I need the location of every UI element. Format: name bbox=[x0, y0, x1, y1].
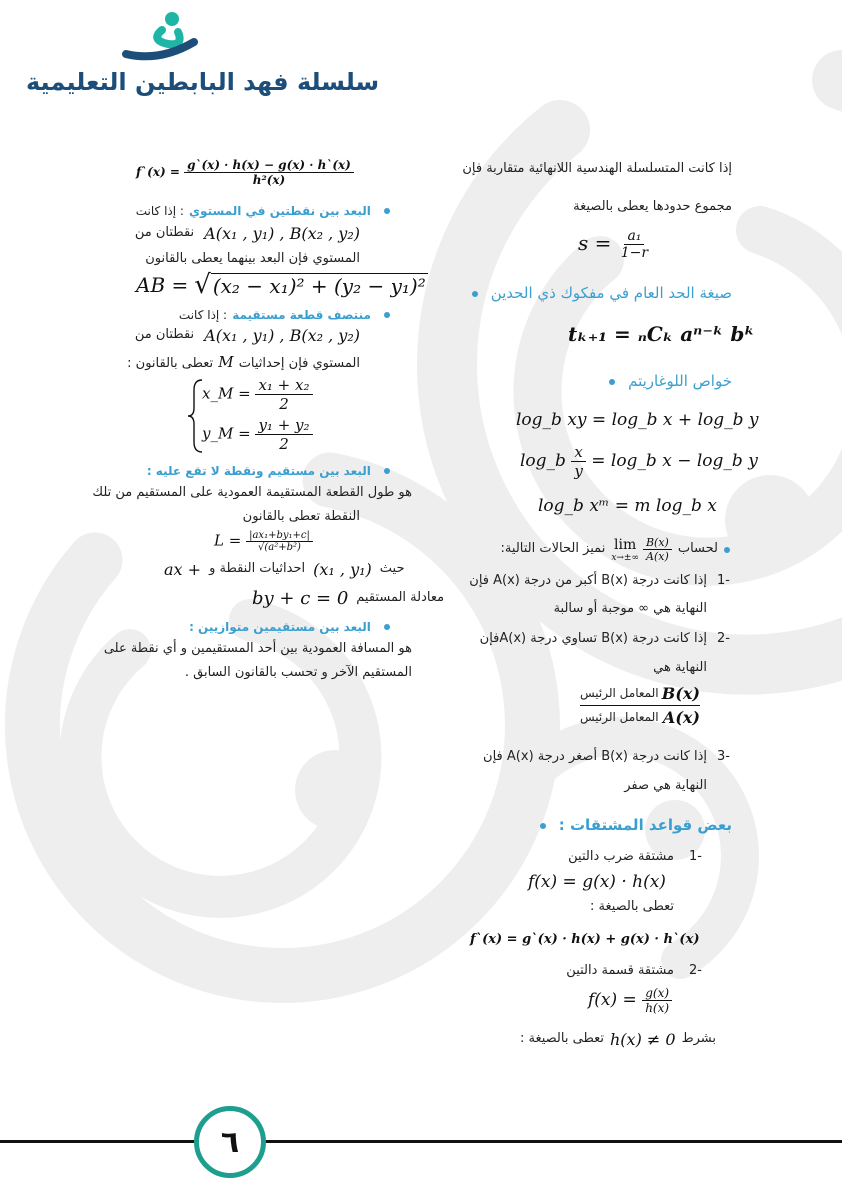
bullet-icon bbox=[384, 624, 390, 630]
distance-formula bbox=[136, 272, 428, 298]
xm-formula bbox=[202, 376, 313, 413]
pl-line-math-2: by + c = 0 bbox=[252, 588, 349, 609]
case2-num-label: المعامل الرئيس bbox=[580, 686, 659, 701]
cond-post: تعطى بالصيغة : bbox=[519, 1031, 604, 1047]
distance-points-label: نقطتان من bbox=[134, 225, 195, 241]
lim-num: B(x) bbox=[643, 536, 672, 550]
quotient-lhs: f(x) = bbox=[588, 990, 637, 1010]
page-number-badge bbox=[194, 1106, 266, 1178]
pl-where-text: احداثيات النقطة و bbox=[209, 561, 306, 577]
ym-den: 2 bbox=[279, 435, 289, 453]
case2-line1: إذا كانت درجة B(x) تساوي درجة A(x)فإن bbox=[479, 631, 707, 646]
quotient-rule-result bbox=[136, 158, 354, 187]
binomial-formula: tₖ₊₁ = ₙCₖ aⁿ⁻ᵏ bᵏ bbox=[568, 322, 755, 346]
parallel-heading bbox=[189, 616, 390, 635]
midpoint-heading-text: منتصف قطعة مستقيمة bbox=[232, 308, 371, 322]
parallel-line2: المستقيم الآخر و تحسب بالقانون السابق . bbox=[184, 665, 412, 680]
quotient-den: h(x) bbox=[645, 1001, 670, 1015]
pl-formula-num: |ax₁+by₁+c| bbox=[246, 530, 313, 542]
logs-heading-text: خواص اللوغاريتم bbox=[628, 372, 732, 390]
product-rule-given: f(x) = g(x) · h(x) bbox=[528, 872, 666, 892]
midpoint-line2-pre: المستوي فإن إحداثيات bbox=[238, 356, 360, 371]
distance-heading-text: البعد بين نقطتين في المستوي bbox=[189, 204, 371, 218]
bullet-icon bbox=[540, 823, 546, 829]
xm-num: x₁ + x₂ bbox=[255, 376, 312, 395]
midpoint-heading-tail: : إذا كانت bbox=[178, 308, 228, 322]
lim-sub: x→±∞ bbox=[611, 552, 639, 563]
bullet-icon bbox=[384, 468, 390, 474]
midpoint-heading bbox=[179, 304, 390, 324]
series-title: سلسلة فهد البابطين التعليمية bbox=[26, 68, 380, 96]
case2-number: -2 bbox=[717, 631, 730, 646]
case2-num-math: B(x) bbox=[661, 684, 700, 703]
midpoint-line2-post: تعطى بالقانون : bbox=[127, 356, 214, 371]
log-rule-3: log_b xᵐ = m log_b x bbox=[538, 496, 717, 516]
midpoint-points-line bbox=[135, 326, 360, 345]
limit-expression bbox=[611, 536, 672, 563]
page-number: ٦ bbox=[220, 1124, 240, 1160]
case2-den-math: A(x) bbox=[662, 708, 700, 727]
limits-intro-pre: لحساب bbox=[677, 541, 718, 557]
geo-formula-den: 1−r bbox=[620, 245, 649, 261]
quotient-result-den: h²(x) bbox=[252, 173, 286, 187]
distance-radicand: (x₂ − x₁)² + (y₂ − y₁)² bbox=[212, 273, 426, 298]
quotient-rule-given bbox=[588, 986, 672, 1015]
logs-heading bbox=[609, 372, 732, 390]
lim-word: lim bbox=[614, 536, 637, 553]
deriv-item1-label: مشتقة ضرب دالتين bbox=[568, 849, 674, 864]
geo-formula-num: a₁ bbox=[624, 228, 644, 245]
cond-pre: بشرط bbox=[681, 1031, 716, 1047]
distance-points: A(x₁ , y₁) , B(x₂ , y₂) bbox=[204, 224, 360, 243]
midpoint-line2 bbox=[127, 352, 360, 373]
distance-line2: المستوي فإن البعد بينهما يعطى بالقانون bbox=[145, 251, 360, 266]
distance-points-line bbox=[135, 224, 360, 243]
limits-intro bbox=[501, 536, 730, 563]
derivatives-heading-text: بعض قواعد المشتقات : bbox=[558, 816, 732, 834]
deriv-item2-label: مشتقة قسمة دالتين bbox=[566, 963, 674, 978]
sqrt-icon: √ bbox=[194, 270, 211, 300]
distance-heading bbox=[136, 200, 390, 220]
parallel-heading-text: البعد بين مستقيمين متوازيين : bbox=[189, 620, 371, 634]
quotient-result-lhs: f`(x) = bbox=[136, 165, 180, 179]
log-rule-2-rhs: = log_b x − log_b y bbox=[591, 451, 758, 471]
pl-where-math: (x₁ , y₁) bbox=[313, 560, 372, 579]
cond-math: h(x) ≠ 0 bbox=[610, 1030, 676, 1049]
case3-line2: النهاية هي صفر bbox=[624, 778, 707, 793]
derivatives-heading bbox=[540, 816, 732, 834]
pl-line-text: معادلة المستقيم bbox=[356, 590, 445, 606]
geo-series-formula bbox=[578, 228, 651, 261]
case1-line2: النهاية هي ∞ موجبة أو سالبة bbox=[553, 601, 707, 616]
bullet-icon bbox=[384, 312, 390, 318]
bullet-icon bbox=[724, 547, 730, 553]
point-line-line1: هو طول القطعة المستقيمة العمودية على المستقيم من تلك bbox=[92, 485, 412, 500]
bullet-icon bbox=[609, 379, 615, 385]
limits-intro-post: نميز الحالات التالية: bbox=[500, 541, 606, 557]
case2-line2: النهاية هي bbox=[653, 660, 707, 675]
case1-line1: إذا كانت درجة B(x) أكبر من درجة A(x) فإن bbox=[469, 573, 707, 588]
footer-rule bbox=[0, 1140, 842, 1143]
case2-den-label: المعامل الرئيس bbox=[580, 710, 659, 725]
log-rule-2-den: y bbox=[574, 462, 583, 480]
log-rule-2-lhs: log_b bbox=[520, 451, 566, 471]
pl-formula-lhs: L = bbox=[214, 531, 242, 550]
midpoint-points-label: نقطتان من bbox=[134, 327, 195, 343]
case3-number: -3 bbox=[717, 749, 730, 764]
binomial-heading-text: صيغة الحد العام في مفكوك ذي الحدين bbox=[490, 284, 732, 302]
midpoint-points: A(x₁ , y₁) , B(x₂ , y₂) bbox=[204, 326, 360, 345]
point-line-where bbox=[164, 560, 405, 579]
point-line-formula bbox=[214, 530, 313, 553]
point-line-equation bbox=[252, 588, 444, 609]
ym-lhs: y_M = bbox=[202, 424, 251, 443]
case1-number: -1 bbox=[717, 573, 730, 588]
geo-series-line2: مجموع حدودها يعطى بالصيغة bbox=[573, 199, 732, 214]
bullet-icon bbox=[384, 208, 390, 214]
deriv-item1-number: -1 bbox=[689, 849, 702, 864]
log-rule-1: log_b xy = log_b x + log_b y bbox=[516, 410, 759, 430]
distance-formula-lhs: AB = bbox=[136, 273, 189, 297]
product-rule-result: f`(x) = g`(x) · h(x) + g(x) · h`(x) bbox=[470, 932, 700, 947]
quotient-condition bbox=[520, 1030, 716, 1049]
xm-lhs: x_M = bbox=[202, 384, 251, 403]
log-rule-2-num: x bbox=[571, 443, 585, 462]
quotient-num: g(x) bbox=[642, 986, 672, 1001]
lim-den: A(x) bbox=[646, 550, 669, 563]
binomial-heading bbox=[472, 284, 732, 302]
point-line-heading bbox=[147, 460, 390, 479]
deriv-item2-number: -2 bbox=[689, 963, 702, 978]
case3-line1: إذا كانت درجة B(x) أصغر درجة A(x) فإن bbox=[483, 749, 707, 764]
ym-formula bbox=[202, 416, 313, 453]
deriv-item1-given: تعطى بالصيغة : bbox=[589, 899, 674, 914]
distance-heading-tail: : إذا كانت bbox=[135, 204, 184, 218]
geo-formula-lhs: s = bbox=[578, 231, 612, 255]
case2-leading-coeff-fraction bbox=[580, 684, 700, 727]
xm-den: 2 bbox=[279, 395, 289, 413]
pl-formula-den: √(a²+b²) bbox=[258, 542, 301, 553]
point-line-line2: النقطة تعطى بالقانون bbox=[242, 509, 360, 524]
log-rule-2 bbox=[520, 443, 758, 480]
midpoint-var-m: M bbox=[218, 353, 234, 371]
pl-line-math-1: ax + bbox=[164, 560, 202, 579]
point-line-heading-text: البعد بين مستقيم ونقطة لا تقع عليه : bbox=[146, 464, 371, 478]
quotient-result-num: g`(x) · h(x) − g(x) · h`(x) bbox=[184, 158, 354, 173]
pl-where-label: حيث bbox=[379, 561, 405, 577]
ym-num: y₁ + y₂ bbox=[255, 416, 312, 435]
geo-series-line1: إذا كانت المتسلسلة الهندسية اللانهائية متقاربة فإن bbox=[462, 161, 732, 176]
parallel-line1: هو المسافة العمودية بين أحد المستقيمين و أي نقطة على bbox=[103, 641, 412, 656]
logo-mark bbox=[120, 10, 200, 66]
bullet-icon bbox=[472, 291, 478, 297]
